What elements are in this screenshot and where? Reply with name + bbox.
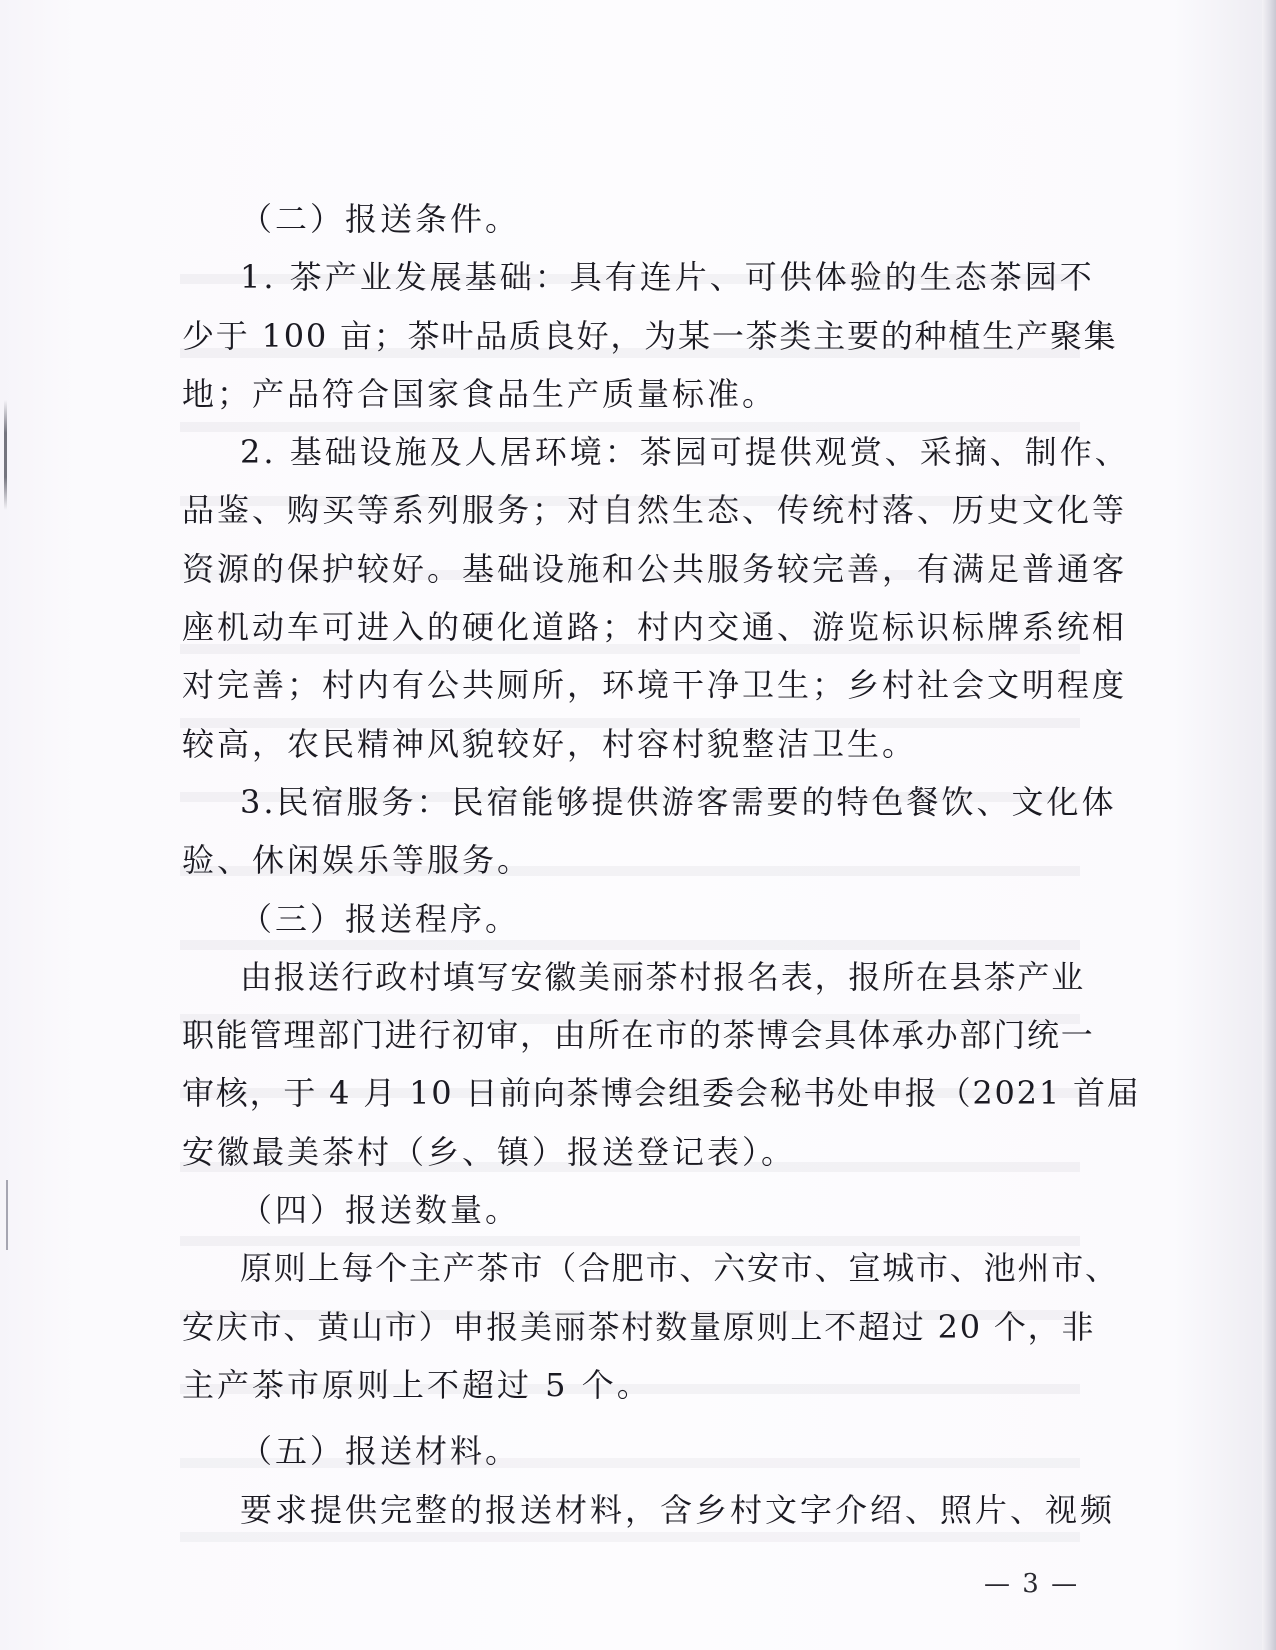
paragraph-line: 品鉴、购买等系列服务；对自然生态、传统村落、历史文化等 [182, 491, 1128, 530]
paragraph-line: 对完善；村内有公共厕所，环境干净卫生；乡村社会文明程度 [182, 666, 1128, 705]
scan-artifact [6, 1180, 8, 1250]
document-body [182, 190, 1141, 1539]
paragraph-line: 审核，于 4 月 10 日前向茶博会组委会秘书处申报（2021 首届 [182, 1074, 1141, 1113]
paragraph-line: 座机动车可进入的硬化道路；村内交通、游览标识标牌系统相 [182, 608, 1128, 647]
paragraph-line: 职能管理部门进行初审，由所在市的茶博会具体承办部门统一 [182, 1016, 1095, 1055]
paragraph-line: 原则上每个主产茶市（合肥市、六安市、宣城市、池州市、 [240, 1249, 1119, 1288]
paragraph-line: 资源的保护较好。基础设施和公共服务较完善，有满足普通客 [182, 549, 1128, 588]
paragraph-line: 安徽最美茶村（乡、镇）报送登记表）。 [182, 1132, 797, 1171]
page-edge-shadow [1262, 0, 1276, 1650]
paragraph-line: 较高，农民精神风貌较好，村容村貌整洁卫生。 [182, 724, 918, 763]
page-number: — 3 — [984, 1569, 1080, 1599]
paragraph-line: 地；产品符合国家食品生产质量标准。 [182, 374, 778, 413]
section-heading: （二）报送条件。 [240, 200, 521, 238]
paragraph-line: 1. 茶产业发展基础：具有连片、可供体验的生态茶园不 [240, 258, 1095, 297]
paragraph-line: 验、休闲娱乐等服务。 [182, 841, 533, 880]
paragraph-line: 2. 基础设施及人居环境：茶园可提供观赏、采摘、制作、 [240, 433, 1130, 472]
section-heading: （四）报送数量。 [240, 1191, 521, 1230]
paragraph-line: 主产茶市原则上不超过 5 个。 [182, 1365, 652, 1404]
section-heading: （五）报送材料。 [240, 1432, 521, 1471]
paragraph-line: 由报送行政村填写安徽美丽茶村报名表，报所在县茶产业 [240, 957, 1086, 996]
paragraph-line: 要求提供完整的报送材料，含乡村文字介绍、照片、视频 [240, 1490, 1116, 1529]
paragraph-line: 少于 100 亩；茶叶品质良好，为某一茶类主要的种植生产聚集 [182, 316, 1118, 355]
paragraph-line: 安庆市、黄山市）申报美丽茶村数量原则上不超过 20 个，非 [182, 1307, 1096, 1346]
section-heading: （三）报送程序。 [240, 899, 521, 938]
scan-artifact [4, 400, 7, 510]
paragraph-line: 3.民宿服务：民宿能够提供游客需要的特色餐饮、文化体 [240, 782, 1117, 821]
